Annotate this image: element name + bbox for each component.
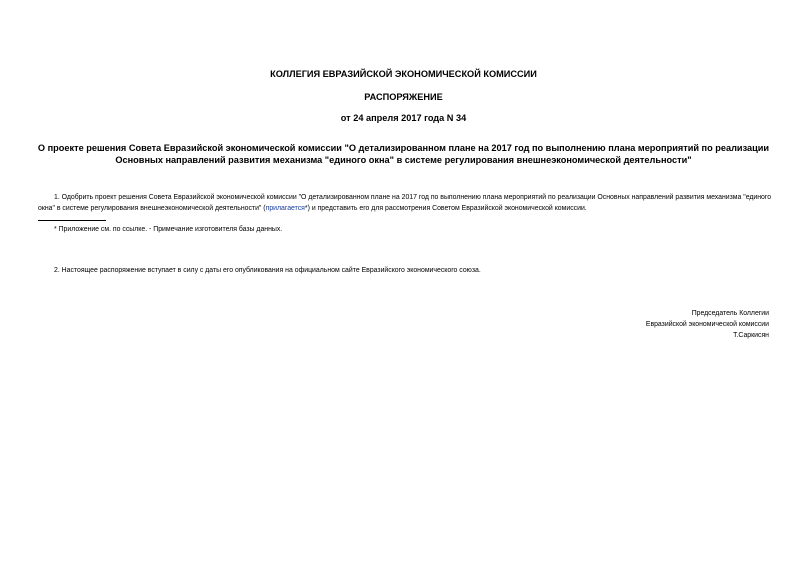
signature-organization: Евразийской экономической комиссии	[645, 321, 769, 328]
paragraph-2: 2. Настоящее распоряжение вступает в силу с даты его опубликования на официальном сайте Евразийского экономического союза.	[54, 267, 481, 274]
attachment-link[interactable]: прилагается	[265, 204, 305, 212]
document-type-heading: РАСПОРЯЖЕНИЕ	[364, 92, 443, 102]
footnote-divider	[38, 220, 106, 221]
footnote: * Приложение см. по ссылке. - Примечание изготовителя базы данных.	[54, 226, 283, 233]
paragraph-1-text-end: *) и представить его для рассмотрения Советом Евразийской экономической комиссии.	[304, 204, 587, 212]
signature-title: Председатель Коллегии	[691, 310, 769, 317]
organization-heading: КОЛЛЕГИЯ ЕВРАЗИЙСКОЙ ЭКОНОМИЧЕСКОЙ КОМИССИИ	[270, 69, 537, 79]
document-date: от 24 апреля 2017 года N 34	[340, 113, 467, 123]
paragraph-1	[38, 193, 772, 214]
paragraph-1-text-start: 1. Одобрить проект решения Совета Евразийской экономической комиссии "О детализированном плане на 2017 год по выполнению плана мероприятий по реализации Основных направлений развития механизма "единого окна" в системе регулирования внешнеэкономической деятельности" (	[38, 194, 772, 212]
document-subject: О проекте решения Совета Евразийской экономической комиссии "О детализированном плане на 2017 год по выполнению плана мероприятий по реализации Основных направлений развития механизма "единого окна" в системе регулирования внешнеэкономической деятельности"	[37, 143, 770, 165]
signature-name: Т.Саркисян	[733, 332, 769, 339]
